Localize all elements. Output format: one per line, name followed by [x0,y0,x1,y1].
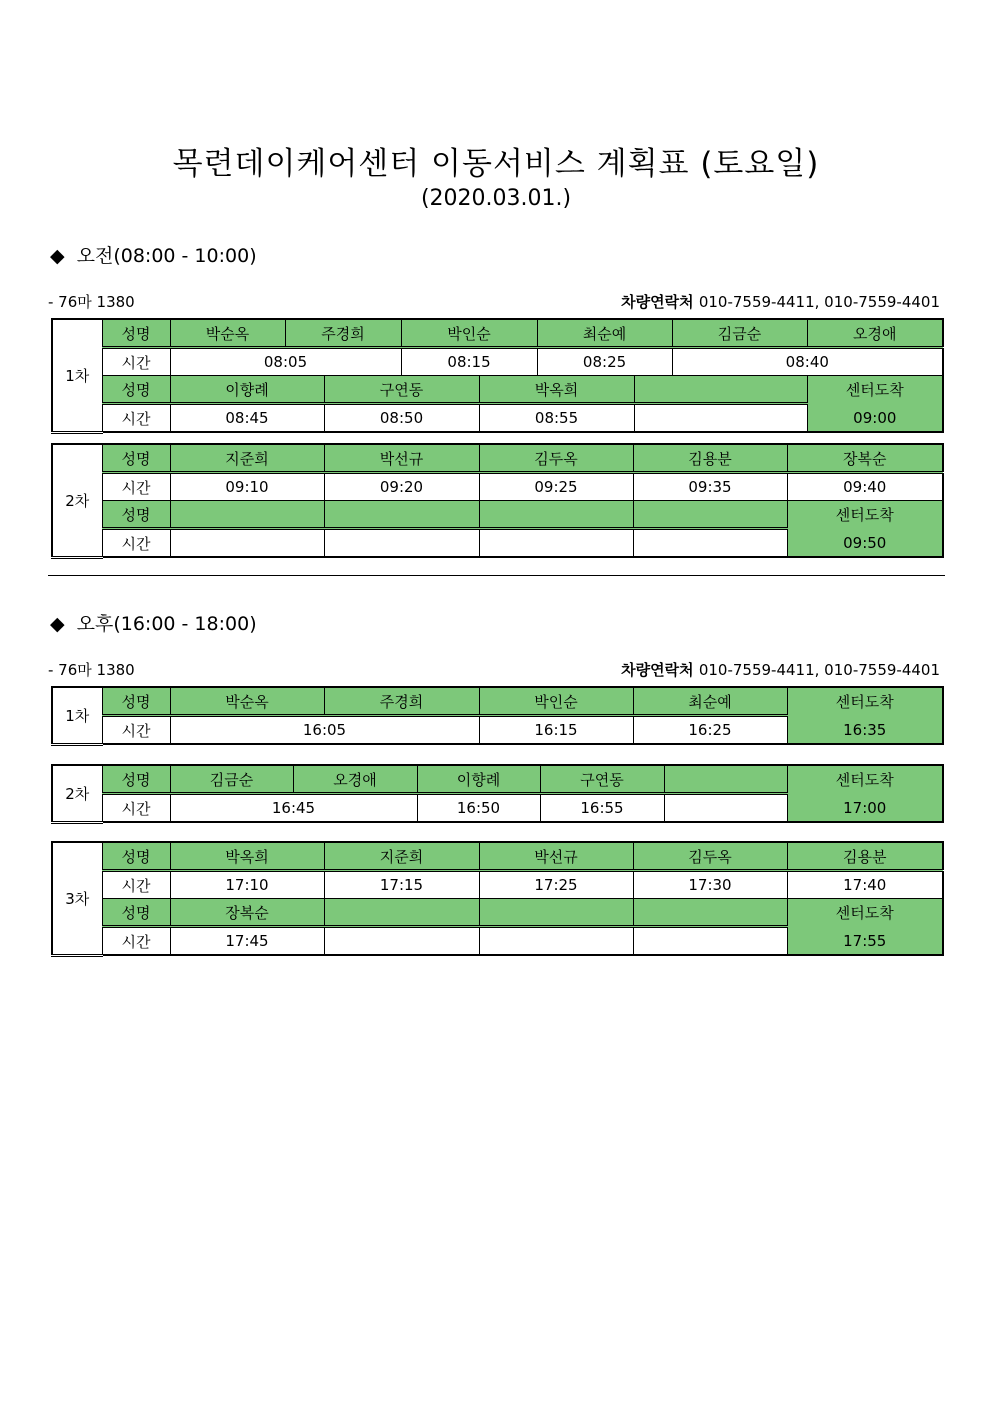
passenger-name: 김두옥 [633,842,787,871]
pickup-time: 08:05 [170,348,401,376]
table-row [52,927,943,956]
time-label: 시간 [102,794,170,823]
afternoon-trip3-table [51,841,944,957]
afternoon-trip2-table [51,764,944,824]
pickup-time: 09:35 [633,473,787,501]
arrival-label: 센터도착 [787,687,943,716]
passenger-name: 오경애 [807,319,943,348]
passenger-name [324,501,479,529]
pickup-time: 08:55 [479,404,634,433]
time-label: 시간 [102,473,170,501]
time-label: 시간 [102,716,170,745]
table-row [52,529,943,558]
morning-contact [621,291,940,312]
morning-heading-text: 오전(08:00 - 10:00) [76,245,257,267]
arrival-label: 센터도착 [787,765,943,794]
passenger-name: 김용분 [633,444,787,473]
passenger-name: 이향례 [170,376,324,404]
afternoon-trip1-table [51,686,944,746]
pickup-time [479,529,633,558]
passenger-name [633,899,787,927]
table-row [52,319,943,348]
table-row [52,871,943,899]
passenger-name: 박순옥 [170,687,324,716]
afternoon-vehicle: - 76마 1380 [48,661,135,679]
morning-contact-number: 010-7559-4411, 010-7559-4401 [698,293,940,311]
name-label: 성명 [102,842,170,871]
morning-vehicle: - 76마 1380 [48,293,135,311]
morning-trip2-table [51,443,944,559]
pickup-time: 17:30 [633,871,787,899]
table-row [52,473,943,501]
afternoon-heading [50,609,257,636]
passenger-name: 박선규 [479,842,633,871]
pickup-time [324,927,479,956]
passenger-name: 박선규 [324,444,479,473]
pickup-time [633,529,787,558]
pickup-time: 16:05 [170,716,479,745]
pickup-time: 08:15 [401,348,537,376]
pickup-time: 17:40 [787,871,943,899]
table-row [52,348,943,376]
pickup-time: 16:50 [417,794,540,823]
name-label: 성명 [102,376,170,404]
time-label: 시간 [102,529,170,558]
passenger-name [170,501,324,529]
pickup-time: 17:25 [479,871,633,899]
arrival-time: 17:00 [787,794,943,823]
table-row [52,765,943,794]
arrival-time: 09:00 [807,404,943,433]
passenger-name: 김두옥 [479,444,633,473]
table-row [52,794,943,823]
pickup-time [324,529,479,558]
pickup-time [634,404,807,433]
pickup-time: 16:55 [540,794,664,823]
page-date: (2020.03.01.) [420,186,572,211]
pickup-time: 09:10 [170,473,324,501]
pickup-time: 16:15 [479,716,633,745]
passenger-name: 김금순 [170,765,293,794]
diamond-icon: ◆ [50,613,65,635]
name-label: 성명 [102,444,170,473]
pickup-time: 09:20 [324,473,479,501]
name-label: 성명 [102,501,170,529]
arrival-time: 09:50 [787,529,943,558]
trip-label: 3차 [52,842,102,955]
trip-label: 1차 [52,319,102,432]
time-label: 시간 [102,927,170,956]
table-row [52,687,943,716]
morning-meta [48,291,940,312]
passenger-name: 박인순 [401,319,537,348]
name-label: 성명 [102,765,170,794]
trip-label: 2차 [52,444,102,557]
section-divider [48,575,945,576]
pickup-time: 08:50 [324,404,479,433]
table-row [52,376,943,404]
page-title: 목련데이케어센터 이동서비스 계획표 (토요일) [172,146,820,182]
passenger-name: 김용분 [787,842,943,871]
pickup-time [664,794,787,823]
time-label: 시간 [102,348,170,376]
trip-label: 2차 [52,765,102,822]
table-row [52,501,943,529]
name-label: 성명 [102,319,170,348]
passenger-name [479,899,633,927]
afternoon-contact [621,659,940,680]
passenger-name: 최순예 [633,687,787,716]
arrival-label: 센터도착 [787,501,943,529]
pickup-time [479,927,633,956]
pickup-time [170,529,324,558]
pickup-time: 08:25 [537,348,672,376]
pickup-time: 17:15 [324,871,479,899]
morning-contact-label: 차량연락처 [621,293,694,311]
pickup-time: 16:25 [633,716,787,745]
arrival-label: 센터도착 [787,899,943,927]
pickup-time: 17:45 [170,927,324,956]
passenger-name: 박순옥 [170,319,285,348]
table-row [52,404,943,433]
passenger-name: 장복순 [170,899,324,927]
pickup-time: 17:10 [170,871,324,899]
morning-heading [50,241,257,268]
afternoon-meta [48,659,940,680]
passenger-name: 박옥희 [170,842,324,871]
pickup-time: 09:25 [479,473,633,501]
pickup-time: 09:40 [787,473,943,501]
morning-trip1-table [51,318,944,434]
passenger-name [633,501,787,529]
passenger-name: 박인순 [479,687,633,716]
passenger-name: 구연동 [540,765,664,794]
passenger-name: 지준희 [324,842,479,871]
trip-label: 1차 [52,687,102,744]
passenger-name: 주경희 [285,319,401,348]
table-row [52,444,943,473]
passenger-name: 오경애 [293,765,417,794]
arrival-label: 센터도착 [807,376,943,404]
time-label: 시간 [102,871,170,899]
arrival-time: 16:35 [787,716,943,745]
pickup-time [633,927,787,956]
table-row [52,716,943,745]
diamond-icon: ◆ [50,245,65,267]
arrival-time: 17:55 [787,927,943,956]
afternoon-contact-label: 차량연락처 [621,661,694,679]
passenger-name: 박옥희 [479,376,634,404]
time-label: 시간 [102,404,170,433]
pickup-time: 08:45 [170,404,324,433]
table-row [52,842,943,871]
passenger-name [324,899,479,927]
table-row [52,899,943,927]
passenger-name: 최순예 [537,319,672,348]
passenger-name: 구연동 [324,376,479,404]
name-label: 성명 [102,899,170,927]
pickup-time: 16:45 [170,794,417,823]
pickup-time: 08:40 [672,348,943,376]
passenger-name: 지준희 [170,444,324,473]
passenger-name: 김금순 [672,319,807,348]
name-label: 성명 [102,687,170,716]
passenger-name [479,501,633,529]
afternoon-heading-text: 오후(16:00 - 18:00) [76,613,257,635]
passenger-name: 이향례 [417,765,540,794]
passenger-name [664,765,787,794]
passenger-name [634,376,807,404]
afternoon-contact-number: 010-7559-4411, 010-7559-4401 [698,661,940,679]
passenger-name: 장복순 [787,444,943,473]
passenger-name: 주경희 [324,687,479,716]
